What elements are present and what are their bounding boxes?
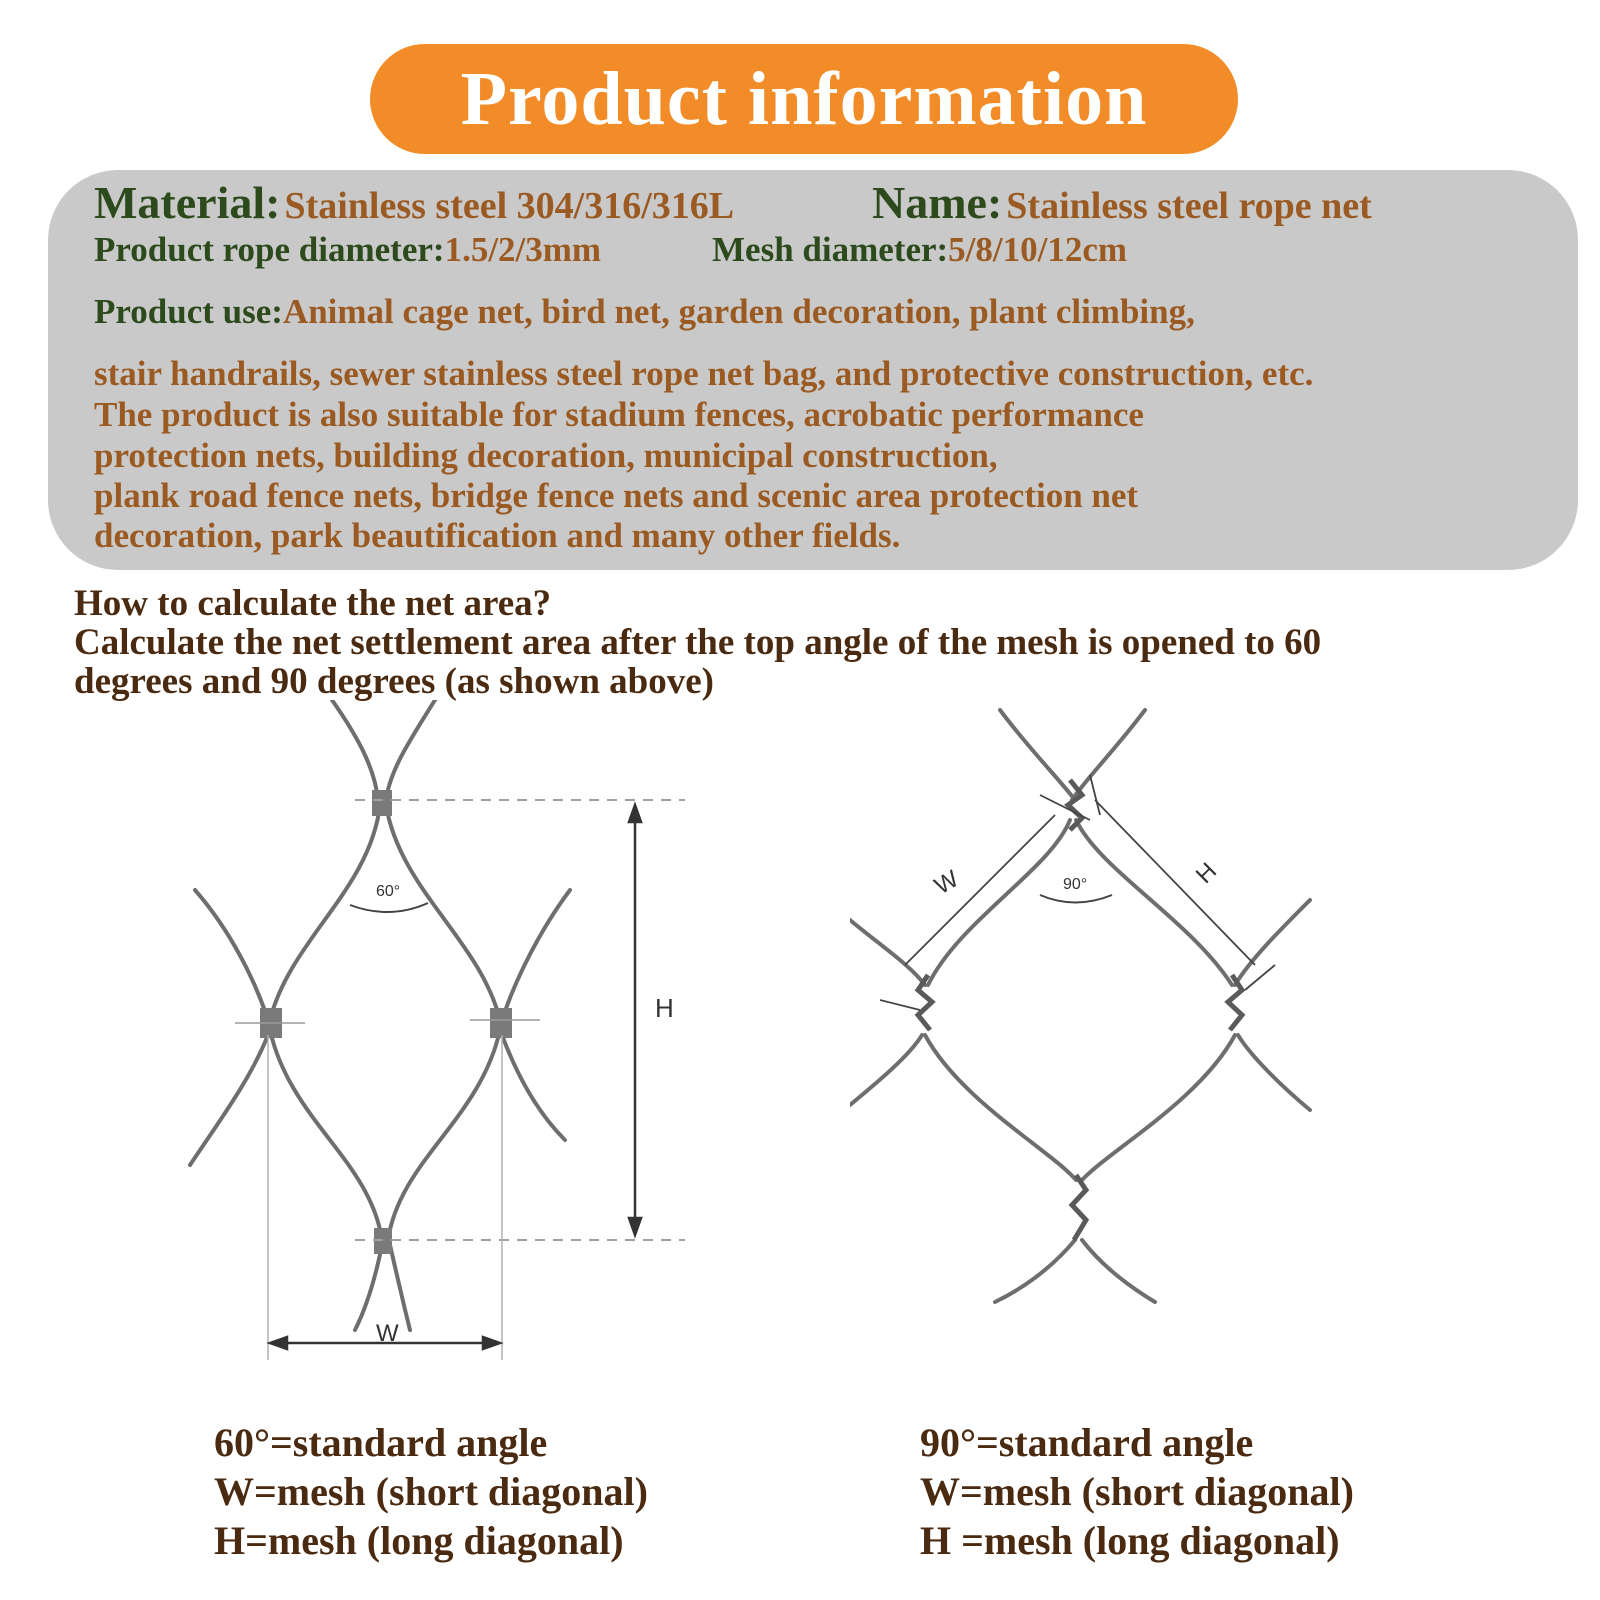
product-use-line: stair handrails, sewer stainless steel rope net bag, and protective construction, etc. [94, 354, 1314, 393]
rope-diameter-row [94, 230, 601, 270]
h-label-60: H [655, 993, 674, 1023]
caption-line: H=mesh (long diagonal) [214, 1518, 624, 1563]
product-use-line: Animal cage net, bird net, garden decoration, plant climbing, [282, 292, 1195, 331]
name-value: Stainless steel rope net [1006, 185, 1372, 227]
caption-90 [920, 1418, 1354, 1565]
product-use-row [94, 292, 1195, 332]
h-label-90: H [1190, 857, 1223, 889]
page-title: Product information [460, 56, 1148, 141]
calc-question: How to calculate the net area? [74, 583, 552, 624]
product-use-line: The product is also suitable for stadium fences, acrobatic performance [94, 395, 1144, 434]
rope-diameter-label: Product rope diameter: [94, 230, 445, 269]
mesh-diagram-60 [150, 700, 750, 1400]
product-use-line: decoration, park beautification and many other fields. [94, 516, 901, 555]
caption-line: 60°=standard angle [214, 1420, 548, 1465]
w-label-60: W [376, 1320, 399, 1347]
calc-line: Calculate the net settlement area after the top angle of the mesh is opened to 60 [74, 622, 1322, 663]
material-row [94, 176, 734, 229]
caption-line: H =mesh (long diagonal) [920, 1518, 1340, 1563]
product-use-line: plank road fence nets, bridge fence nets and scenic area protection net [94, 476, 1139, 515]
caption-line: 90°=standard angle [920, 1420, 1254, 1465]
mesh-diagram-90 [850, 700, 1350, 1350]
product-info-box [48, 170, 1578, 570]
name-row [872, 176, 1372, 229]
rope-diameter-value: 1.5/2/3mm [444, 230, 602, 269]
product-use-line: protection nets, building decoration, municipal construction, [94, 436, 998, 475]
product-use-label: Product use: [94, 292, 283, 331]
mesh-diameter-row [712, 230, 1127, 270]
caption-60 [214, 1418, 648, 1565]
caption-line: W=mesh (short diagonal) [920, 1469, 1354, 1514]
name-label: Name: [872, 177, 1003, 228]
angle-label-60: 60° [376, 883, 401, 900]
material-value: Stainless steel 304/316/316L [284, 185, 735, 227]
angle-label-90: 90° [1063, 876, 1088, 893]
caption-line: W=mesh (short diagonal) [214, 1469, 648, 1514]
material-label: Material: [94, 177, 281, 228]
mesh-diameter-label: Mesh diameter: [712, 230, 949, 269]
calc-line: degrees and 90 degrees (as shown above) [74, 661, 714, 702]
title-banner [370, 44, 1238, 154]
w-label-90: W [930, 865, 964, 901]
mesh-diameter-value: 5/8/10/12cm [948, 230, 1128, 269]
